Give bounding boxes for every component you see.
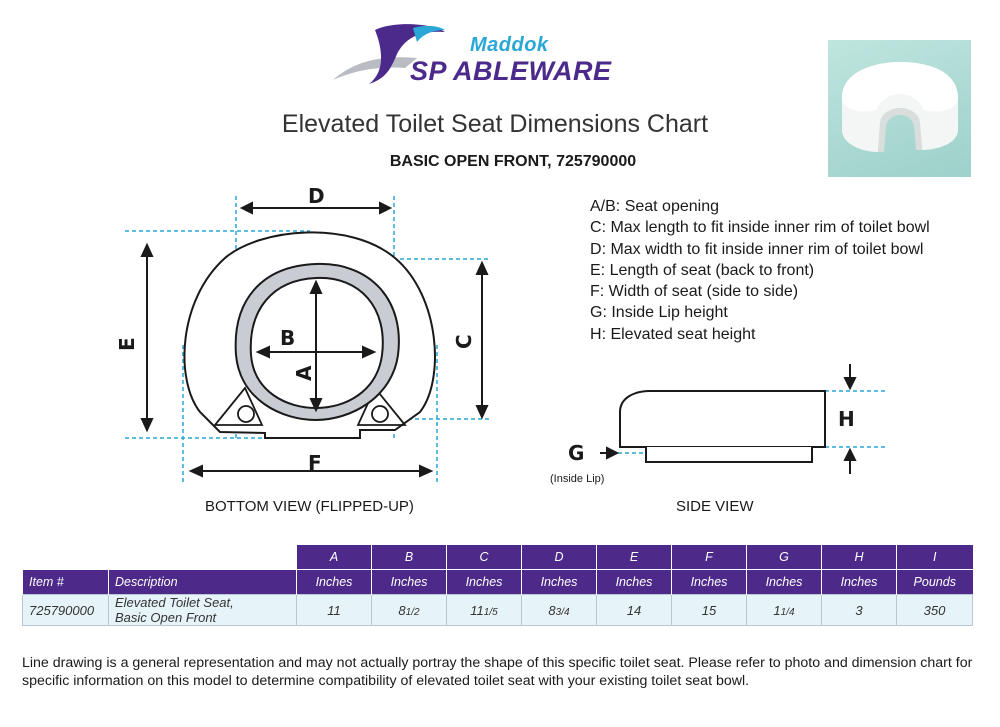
col-unit: Inches — [822, 570, 897, 595]
bottom-view-caption: BOTTOM VIEW (FLIPPED-UP) — [205, 498, 414, 515]
col-item-header: Item # — [23, 570, 109, 595]
legend-item: E: Length of seat (back to front) — [590, 261, 815, 279]
side-view-diagram — [540, 355, 900, 490]
brand-logo — [325, 20, 670, 90]
dimensions-table — [22, 545, 973, 626]
item-description: Elevated Toilet Seat, Basic Open Front — [109, 595, 297, 626]
col-unit: Inches — [522, 570, 597, 595]
disclaimer-note: Line drawing is a general representation and may not actually portray the shape of this specific toilet seat. Please refer to photo and dimension chart for specific information on this model to determine compatibility of elevated toilet seat with your existing toilet seat bowl. — [22, 655, 973, 689]
label-f: F — [308, 451, 322, 475]
col-unit: Inches — [747, 570, 822, 595]
legend-item: A/B: Seat opening — [590, 198, 719, 215]
col-letter: F — [672, 545, 747, 570]
side-seat-lip — [646, 447, 812, 462]
col-letter: D — [522, 545, 597, 570]
side-view-caption: SIDE VIEW — [676, 498, 754, 515]
value-a: 11 — [297, 595, 372, 626]
legend-item: F: Width of seat (side to side) — [590, 283, 799, 301]
value-f: 15 — [672, 595, 747, 626]
label-h: H — [838, 407, 855, 431]
dimension-legend — [590, 196, 930, 345]
value-d: 83/4 — [522, 595, 597, 626]
col-letter: G — [747, 545, 822, 570]
col-letter: E — [597, 545, 672, 570]
side-seat-body — [620, 391, 825, 447]
col-unit: Inches — [297, 570, 372, 595]
inside-lip-label: (Inside Lip) — [550, 473, 605, 485]
col-unit: Inches — [597, 570, 672, 595]
label-c: C — [452, 334, 476, 349]
col-unit: Inches — [372, 570, 447, 595]
value-h: 3 — [822, 595, 897, 626]
value-i: 350 — [897, 595, 973, 626]
value-e: 14 — [597, 595, 672, 626]
page-title: Elevated Toilet Seat Dimensions Chart — [281, 110, 709, 138]
col-letter: C — [447, 545, 522, 570]
col-letter: B — [372, 545, 447, 570]
col-letter: H — [822, 545, 897, 570]
legend-item: D: Max width to fit inside inner rim of toilet bowl — [590, 240, 924, 258]
col-unit: Pounds — [897, 570, 973, 595]
label-d: D — [308, 184, 325, 208]
col-description-header: Description — [109, 570, 297, 595]
bottom-view-diagram — [110, 175, 500, 495]
value-c: 111/5 — [447, 595, 522, 626]
col-letter: I — [897, 545, 973, 570]
label-e: E — [115, 337, 139, 351]
legend-item: H: Elevated seat height — [590, 325, 756, 343]
label-b: B — [280, 326, 296, 350]
logo-maddok-text: Maddok — [470, 34, 549, 56]
legend-item: G: Inside Lip height — [590, 304, 728, 322]
col-unit: Inches — [447, 570, 522, 595]
logo-main-text: SP ABLEWARE — [410, 56, 612, 86]
label-g: G — [568, 441, 585, 465]
table-row — [23, 595, 973, 626]
table-letter-row — [23, 545, 973, 570]
legend-item: C: Max length to fit inside inner rim of toilet bowl — [590, 219, 930, 237]
value-b: 81/2 — [372, 595, 447, 626]
col-unit: Inches — [672, 570, 747, 595]
page-subtitle: BASIC OPEN FRONT, 725790000 — [389, 153, 637, 170]
col-letter: A — [297, 545, 372, 570]
item-number: 725790000 — [23, 595, 109, 626]
label-a: A — [292, 365, 316, 381]
value-g: 11/4 — [747, 595, 822, 626]
table-unit-row — [23, 570, 973, 595]
